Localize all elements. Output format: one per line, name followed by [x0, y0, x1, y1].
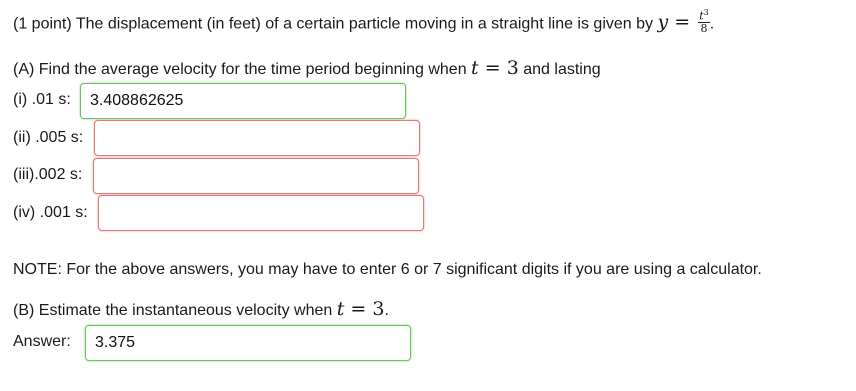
answer-iii-input[interactable]	[93, 158, 419, 194]
answer-i-input[interactable]	[80, 83, 406, 119]
row-ii-label: (ii) .005 s:	[13, 129, 84, 146]
note-text: NOTE: For the above answers, you may have to enter 6 or 7 significant digits if you are using a calculator.	[13, 261, 762, 278]
part-b-text-end: .	[384, 302, 389, 319]
part-b-answer-row	[13, 333, 71, 351]
answer-ii-input[interactable]	[94, 120, 420, 156]
part-a-row-iii	[13, 166, 82, 184]
part-a-row-iv	[13, 204, 88, 222]
problem-intro-end: .	[709, 15, 715, 33]
part-a-row-ii	[13, 129, 83, 147]
fraction-numerator: $t^3$	[699, 8, 709, 23]
part-a-text: (A) Find the average velocity for the time period beginning when	[13, 61, 467, 78]
problem-statement	[13, 10, 714, 37]
answer-b-input[interactable]	[85, 325, 411, 361]
equation-fraction	[698, 7, 710, 34]
equation-sign: =	[674, 11, 691, 34]
row-iv-label: (iv) .001 s:	[13, 204, 88, 221]
fraction-denominator: 8	[700, 21, 708, 35]
problem-intro: (1 point) The displacement (in feet) of a certain particle moving in a straight line is given by	[13, 15, 654, 33]
part-a-time: t = 3	[471, 57, 519, 79]
row-iii-label: (iii).002 s:	[13, 166, 83, 183]
answer-iv-input[interactable]	[98, 195, 424, 231]
equation-var: y	[657, 11, 669, 34]
part-b-text: (B) Estimate the instantaneous velocity when	[13, 302, 333, 319]
part-a-text-end: and lasting	[523, 61, 601, 78]
part-b-statement	[13, 298, 389, 320]
part-a-row-i	[13, 91, 71, 109]
equation	[657, 8, 709, 35]
part-a-statement	[13, 57, 601, 79]
part-b-time: t = 3	[336, 298, 385, 320]
answer-label: Answer:	[13, 333, 71, 350]
row-i-label: (i) .01 s:	[13, 91, 71, 108]
